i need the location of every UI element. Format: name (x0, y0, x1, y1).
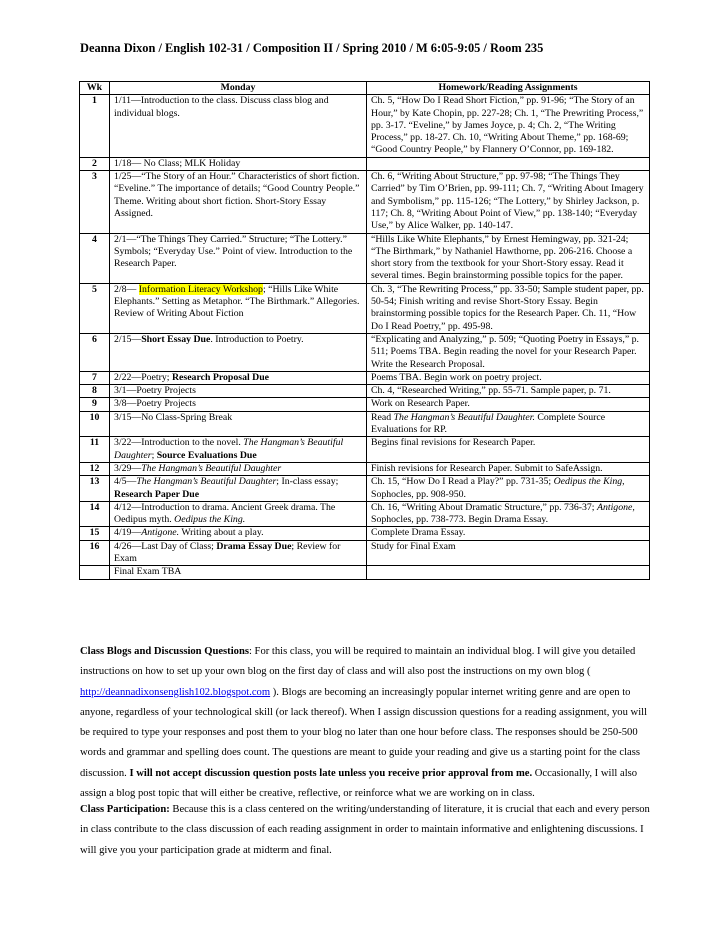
table-row (80, 371, 650, 384)
monday-cell (110, 501, 367, 527)
homework-cell: Poems TBA. Begin work on poetry project. (367, 371, 650, 384)
participation-title: Class Participation: (80, 804, 170, 815)
homework-cell: Complete Drama Essay. (367, 527, 650, 540)
monday-cell (110, 527, 367, 540)
homework-cell (367, 476, 650, 502)
week-number: 11 (80, 437, 110, 463)
monday-text: ; Review for Exam (114, 540, 341, 564)
monday-text: ; “Hills Like White Elephants.” Setting as Metaphor. “The Birthmark.” Allegories. Review of Writing About Fiction (114, 283, 360, 320)
blogs-text: : For this class, you will be required to maintain an individual blog. I will give you detailed instructions on how to set up your own blog on the first day of class and will also post the instructions on my own blog ( (80, 646, 636, 678)
homework-cell: “Hills Like White Elephants,” by Ernest Hemingway, pp. 321-24; “The Birthmark,” by Nathaniel Hawthorne, pp. 206-216. Choose a short story from the textbook for your Short-Story essay. Read it several times. Begin brainstorming possible topics for the paper. (367, 233, 650, 283)
week-number: 2 (80, 157, 110, 170)
monday-cell (110, 371, 367, 384)
week-number: 3 (80, 171, 110, 233)
highlighted-workshop: Information Literacy Workshop (138, 283, 263, 295)
date-text: 3/29— (114, 462, 142, 474)
date-text: 4/26—Last Day of Class; (114, 540, 217, 552)
week-number: 10 (80, 411, 110, 437)
header-monday: Monday (110, 82, 367, 95)
homework-cell: Ch. 5, “How Do I Read Short Fiction,” pp. 91-96; “The Story of an Hour,” by Kate Chopin, pp. 227-28; Ch. 1, “The Prewriting Process,” pp. 3-17. “Eveline,” by James Joyce, p. 4; Ch. 2, “The Writing Process,” pp. 18-27. Ch. 10, “Writing About Theme,” pp. 168-69; “Good Country People,” by Flannery O’Connor, pp. 169-182. (367, 95, 650, 157)
homework-text: Complete Source Evaluations for RP. (371, 411, 606, 436)
homework-cell (367, 157, 650, 170)
table-row (80, 385, 650, 398)
monday-cell: 1/11—Introduction to the class. Discuss class blog and individual blogs. (110, 95, 367, 157)
due-item: Drama Essay Due (216, 540, 292, 552)
monday-cell: 1/25—“The Story of an Hour.” Characteristics of short fiction. “Eveline.” The importance of details; “Good Country People.” Theme. Writing about short fiction. Short-Story Essay Assigned. (110, 171, 367, 233)
participation-text: Because this is a class centered on the writing/understanding of literature, it is crucial that each and every person in class contribute to the class discussion of each reading assignment in order to maintain informative and enlightening discussions. I will give you your participation grade at midterm and final. (80, 804, 650, 856)
table-row (80, 171, 650, 233)
blogs-paragraph (80, 642, 653, 804)
table-row (80, 398, 650, 411)
table-header-row (80, 82, 650, 95)
homework-text: , Sophocles, pp. 908-950. (371, 476, 625, 500)
play-title: Oedipus the King. (174, 514, 246, 526)
week-number: 7 (80, 371, 110, 384)
monday-cell: 3/8—Poetry Projects (110, 398, 367, 411)
due-item: Short Essay Due (141, 333, 211, 345)
monday-cell: 1/18— No Class; MLK Holiday (110, 157, 367, 170)
header-homework: Homework/Reading Assignments (367, 82, 650, 95)
participation-paragraph (80, 800, 653, 861)
monday-cell: 3/15—No Class-Spring Break (110, 411, 367, 437)
course-header: Deanna Dixon / English 102-31 / Composition II / Spring 2010 / M 6:05-9:05 / Room 235 (80, 41, 544, 55)
homework-cell: Study for Final Exam (367, 540, 650, 566)
late-policy: I will not accept discussion question posts late unless you receive prior approval from me. (129, 767, 533, 779)
blogs-title: Class Blogs and Discussion Questions (80, 646, 249, 657)
play-title: Antigone (596, 501, 633, 513)
week-number: 8 (80, 385, 110, 398)
table-row (80, 462, 650, 475)
date-text: 2/15— (114, 333, 142, 345)
table-row (80, 540, 650, 566)
homework-cell: “Explicating and Analyzing,” p. 509; “Quoting Poetry in Essays,” p. 511; Poems TBA. Begin reading the novel for your Research Paper. Write the Research Proposal. (367, 333, 650, 371)
week-number: 6 (80, 333, 110, 371)
book-title: The Hangman’s Beautiful Daughter (114, 437, 344, 461)
week-number: 13 (80, 476, 110, 502)
monday-cell (110, 476, 367, 502)
homework-text: , Sophocles, pp. 738-773. Begin Drama Essay. (371, 501, 635, 526)
table-row (80, 501, 650, 527)
homework-cell (367, 566, 650, 579)
table-row (80, 437, 650, 463)
homework-cell: Ch. 3, “The Rewriting Process,” pp. 33-50; Sample student paper, pp. 50-54; Finish writing and revise Short-Story Essay. Begin brainstorming possible topics for the Research Paper. Ch. 11, “How Do I Read Poetry,” pp. 495-98. (367, 283, 650, 333)
date-text: 4/12—Introduction to drama. Ancient Greek drama. The Oedipus myth. (114, 501, 336, 526)
date-text: 2/8— (114, 283, 139, 295)
homework-text: Ch. 16, “Writing About Dramatic Structure,” pp. 736-37; (371, 501, 597, 513)
homework-cell (367, 501, 650, 527)
due-item: Research Paper Due (114, 488, 200, 500)
monday-cell (110, 437, 367, 463)
monday-cell (110, 283, 367, 333)
homework-text: Ch. 15, “How Do I Read a Play?” pp. 731-35; (371, 476, 554, 488)
date-text: 4/19— (114, 527, 142, 539)
schedule-table (79, 81, 650, 580)
table-row (80, 566, 650, 579)
week-number: 12 (80, 462, 110, 475)
table-row (80, 476, 650, 502)
week-number: 14 (80, 501, 110, 527)
blogs-text: ). Blogs are becoming an increasingly popular internet writing genre and are open to anyone, regardless of your technological skill (or lack thereof). When I assign discussion questions for a reading assignment, you will be required to type your responses and post them to your blog no later than one hour before class. The responses should be 250-500 words and grammar and spelling does count. The questions are meant to guide your reading and give us a starting point for the class discussion. (80, 686, 648, 779)
week-number: 1 (80, 95, 110, 157)
table-row (80, 233, 650, 283)
date-text: 3/22—Introduction to the novel. (114, 437, 244, 449)
week-number: 16 (80, 540, 110, 566)
monday-text: ; In-class essay; (276, 476, 339, 488)
due-item: Source Evaluations Due (156, 449, 257, 461)
week-number: 15 (80, 527, 110, 540)
homework-text: Read (371, 411, 394, 423)
play-title: Antigone. (141, 527, 180, 539)
table-row (80, 283, 650, 333)
week-number: 4 (80, 233, 110, 283)
homework-cell: Finish revisions for Research Paper. Submit to SafeAssign. (367, 462, 650, 475)
monday-cell (110, 333, 367, 371)
homework-cell: Ch. 4, “Researched Writing,” pp. 55-71. Sample paper, p. 71. (367, 385, 650, 398)
monday-text: Writing about a play. (179, 527, 264, 539)
monday-text: ; (151, 449, 157, 461)
homework-cell: Ch. 6, “Writing About Structure,” pp. 97-98; “The Things They Carried” by Tim O’Brien, pp. 99-111; Ch. 7, “Writing About Imagery and Symbolism,” pp. 115-126; “The Lottery,” by Shirley Jackson, p. 117; Ch. 8, “Writing About Point of View,” pp. 138-140; “Everyday Use,” by Alice Walker, pp. 140-147. (367, 171, 650, 233)
table-row (80, 157, 650, 170)
monday-cell (110, 540, 367, 566)
monday-cell: Final Exam TBA (110, 566, 367, 579)
book-title: The Hangman’s Beautiful Daughter (141, 462, 282, 474)
book-title: The Hangman’s Beautiful Daughter. (393, 411, 535, 423)
blog-link[interactable]: http://deannadixonsenglish102.blogspot.com (80, 686, 271, 698)
table-row (80, 411, 650, 437)
week-number (80, 566, 110, 579)
table-row (80, 333, 650, 371)
week-number: 9 (80, 398, 110, 411)
table-row (80, 95, 650, 157)
book-title: The Hangman’s Beautiful Daughter (136, 476, 277, 488)
due-item: Research Proposal Due (171, 371, 270, 383)
week-number: 5 (80, 283, 110, 333)
date-text: 4/5— (114, 476, 137, 488)
header-week: Wk (80, 82, 110, 95)
monday-cell (110, 462, 367, 475)
homework-cell (367, 411, 650, 437)
table-row (80, 527, 650, 540)
homework-cell: Begins final revisions for Research Paper. (367, 437, 650, 463)
homework-cell: Work on Research Paper. (367, 398, 650, 411)
play-title: Oedipus the King (553, 476, 623, 488)
date-text: 2/22—Poetry; (114, 371, 172, 383)
monday-cell: 3/1—Poetry Projects (110, 385, 367, 398)
blogs-text: Occasionally, I will also assign a blog post topic that will either be creative, reflective, or reinforce what we are working on in class. (80, 767, 638, 800)
monday-cell: 2/1—“The Things They Carried.” Structure; “The Lottery.” Symbols; “Everyday Use.” Point of view. Introduction to the Research Paper. (110, 233, 367, 283)
monday-text: . Introduction to Poetry. (210, 333, 304, 345)
